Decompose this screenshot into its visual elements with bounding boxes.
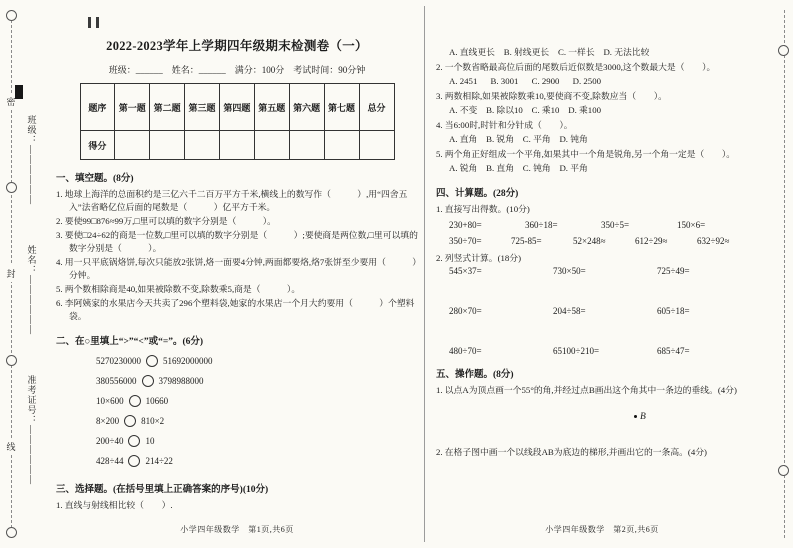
comparison-row: [96, 391, 418, 411]
choice-q5-options: A. 锐角 B. 直角 C. 钝角 D. 平角: [449, 163, 588, 173]
comparison-left: 5270230000: [96, 356, 141, 366]
margin-field-name: 姓名：——————: [26, 245, 37, 335]
choice-q2-options: A. 2451 B. 3001 C. 2900 D. 2500: [449, 76, 601, 86]
fill-item-2: 2. 要使99□876≈99万,□里可以填的数字分别是（ ）。: [56, 216, 276, 226]
fill-item-1: 1. 地球上海洋的总面积约是三亿六千二百万平方千米,横线上的数写作（ ）,用“四舍五入”法省略亿位后面的尾数是（ ）亿平方千米。: [56, 189, 408, 212]
section2-heading: 二、在○里填上“>”“<”或“=”。(6分): [56, 337, 204, 347]
seal-ring: [6, 355, 17, 366]
score-header-cell: 总分: [359, 84, 394, 131]
choice-q1-options: A. 直线更长 B. 射线更长 C. 一样长 D. 无法比较: [449, 47, 650, 57]
score-empty-cell: [150, 131, 185, 160]
vertical-calc-row-3: [449, 346, 768, 356]
angle-workspace: [436, 398, 768, 446]
score-empty-cell: [289, 131, 324, 160]
score-header-cell: 第二题: [150, 84, 185, 131]
choice-q3: 3. 两数相除,如果被除数乘10,要使商不变,除数应当（ ）。: [436, 91, 667, 101]
score-empty-cell: [254, 131, 289, 160]
oral-expression: 150×6=: [677, 220, 706, 230]
choice-q1: 1. 直线与射线相比较（ ）.: [56, 500, 173, 510]
comparison-right: 10: [145, 436, 155, 446]
comparison-left: 380556000: [96, 376, 137, 386]
fill-item-5: 5. 两个数相除商是40,如果被除数不变,除数乘5,商是（ ）。: [56, 284, 301, 294]
margin-field-exam-number: 准考证号：——————: [26, 375, 37, 485]
score-header-cell: 第四题: [220, 84, 255, 131]
margin-fields: [23, 115, 41, 485]
right-edge-line: [784, 10, 785, 538]
comparison-right: 10660: [145, 396, 169, 406]
operation-item-1: 1. 以点A为顶点画一个55°的角,并经过点B画出这个角其中一条边的垂线。(4分): [436, 385, 737, 395]
score-header-cell: 第六题: [289, 84, 324, 131]
point-b-dot: [634, 415, 637, 418]
oral-expression: 52×248≈: [573, 236, 606, 246]
score-header-cell: 第三题: [185, 84, 220, 131]
oral-expression: 350÷5=: [601, 220, 630, 230]
score-table-score-row: [80, 131, 394, 160]
section5-heading: 五、操作题。(8分): [436, 370, 514, 380]
section4-heading: 四、计算题。(28分): [436, 189, 519, 199]
page1-footer: 小学四年级数学 第1页,共6页: [180, 525, 294, 534]
vertical-expression: 280×70=: [449, 306, 482, 316]
vertical-calc-row-1: [449, 266, 768, 276]
comparison-circle: [146, 355, 158, 367]
page-divider: [424, 6, 425, 542]
oral-expression: 230+80=: [449, 220, 482, 230]
comparison-circle: [128, 455, 140, 467]
edge-ring: [778, 465, 789, 476]
comparison-right: 51692000000: [163, 356, 213, 366]
operation-item-2: 2. 在格子图中画一个以线段AB为底边的梯形,并画出它的一条高。(4分): [436, 447, 707, 457]
choice-q2: 2. 一个数省略最高位后面的尾数后近似数是3000,这个数最大是（ ）。: [436, 62, 716, 72]
comparison-left: 10×600: [96, 396, 124, 406]
vertical-expression: 685÷47=: [657, 346, 690, 356]
comparison-list: [96, 351, 418, 471]
oral-expression: 632÷92≈: [697, 236, 730, 246]
comparison-left: 8×200: [96, 416, 120, 426]
vertical-expression: 730×50=: [553, 266, 586, 276]
oral-calc-row-2: [449, 236, 768, 246]
score-empty-cell: [115, 131, 150, 160]
vertical-calc-row-2: [449, 306, 768, 316]
score-table-header-row: [80, 84, 394, 131]
vertical-calc-heading: 2. 列竖式计算。(18分): [436, 253, 522, 263]
fill-item-4: 4. 用一只平底锅烙饼,每次只能放2张饼,烙一面要4分钟,两面都要烙,烙7张饼至少要用（ ）分钟。: [56, 257, 417, 280]
page2-content: [436, 0, 768, 459]
page-1: [56, 0, 418, 548]
fill-item-3: 3. 要使□24÷62的商是一位数,□里可以填的数字分别是（ ）;要使商是两位数,□里可以填的数字分别是（ ）。: [56, 230, 418, 253]
score-table: [80, 83, 395, 160]
score-header-cell: 第一题: [115, 84, 150, 131]
seal-ring: [6, 10, 17, 21]
comparison-left: 200÷40: [96, 436, 124, 446]
choice-q4: 4. 当6:00时,时针和分针成（ ）。: [436, 120, 573, 130]
score-header-cell: 题序: [80, 84, 115, 131]
vertical-expression: 605÷18=: [657, 306, 690, 316]
comparison-row: [96, 371, 418, 391]
section3-heading: 三、选择题。(在括号里填上正确答案的序号)(10分): [56, 485, 269, 495]
score-header-cell: 第七题: [324, 84, 359, 131]
margin-field-class: 班级：——————: [26, 115, 37, 205]
choice-q5: 5. 两个角正好组成一个平角,如果其中一个角是锐角,另一个角一定是（ ）。: [436, 149, 736, 159]
seal-char: 密: [6, 93, 15, 110]
comparison-circle: [124, 415, 136, 427]
edge-ring: [778, 45, 789, 56]
comparison-row: [96, 411, 418, 431]
oral-expression: 350÷70=: [449, 236, 482, 246]
page2-footer: 小学四年级数学 第2页,共6页: [545, 525, 659, 534]
exam-title: 2022-2023学年上学期四年级期末检测卷（一）: [106, 39, 368, 53]
score-empty-cell: [359, 131, 394, 160]
point-b-label: B: [640, 412, 646, 422]
vertical-expression: 545×37=: [449, 266, 482, 276]
score-header-cell: 第五题: [254, 84, 289, 131]
comparison-right: 214÷22: [145, 456, 173, 466]
oral-calc-heading: 1. 直接写出得数。(10分): [436, 204, 530, 214]
comparison-row: [96, 431, 418, 451]
choice-q3-options: A. 不变 B. 除以10 C. 乘10 D. 乘100: [449, 105, 601, 115]
oral-expression: 725-85=: [511, 236, 542, 246]
score-empty-cell: [220, 131, 255, 160]
comparison-circle: [142, 375, 154, 387]
score-empty-cell: [324, 131, 359, 160]
page-2: [436, 0, 768, 548]
comparison-right: 3798988000: [158, 376, 204, 386]
comparison-circle: [129, 395, 141, 407]
point-b: [634, 412, 646, 422]
comparison-row: [96, 351, 418, 371]
fill-item-6: 6. 李阿姨家的水果店今天共卖了296个塑料袋,她家的水果店一个月大约要用（ ）个塑料袋。: [56, 298, 415, 321]
exam-meta: 班级：______ 姓名：______ 满分：100分 考试时间：90分钟: [108, 65, 366, 75]
score-empty-cell: [185, 131, 220, 160]
oral-calc-row-1: [449, 220, 768, 230]
seal-char: 封: [6, 265, 15, 282]
seal-ring: [6, 527, 17, 538]
oral-expression: 360÷18=: [525, 220, 558, 230]
comparison-row: [96, 451, 418, 471]
seal-char: 线: [6, 438, 15, 455]
vertical-expression: 204÷58=: [553, 306, 586, 316]
seal-ring: [6, 182, 17, 193]
choice-q4-options: A. 直角 B. 锐角 C. 平角 D. 钝角: [449, 134, 588, 144]
binding-mark: [15, 85, 23, 99]
comparison-left: 428÷44: [96, 456, 124, 466]
score-label-cell: 得分: [80, 131, 115, 160]
vertical-expression: 725÷49=: [657, 266, 690, 276]
oral-expression: 612÷29≈: [635, 236, 668, 246]
comparison-circle: [128, 435, 140, 447]
section1-heading: 一、填空题。(8分): [56, 174, 134, 184]
vertical-expression: 65100÷210=: [553, 346, 600, 356]
comparison-right: 810×2: [141, 416, 165, 426]
vertical-expression: 480÷70=: [449, 346, 482, 356]
